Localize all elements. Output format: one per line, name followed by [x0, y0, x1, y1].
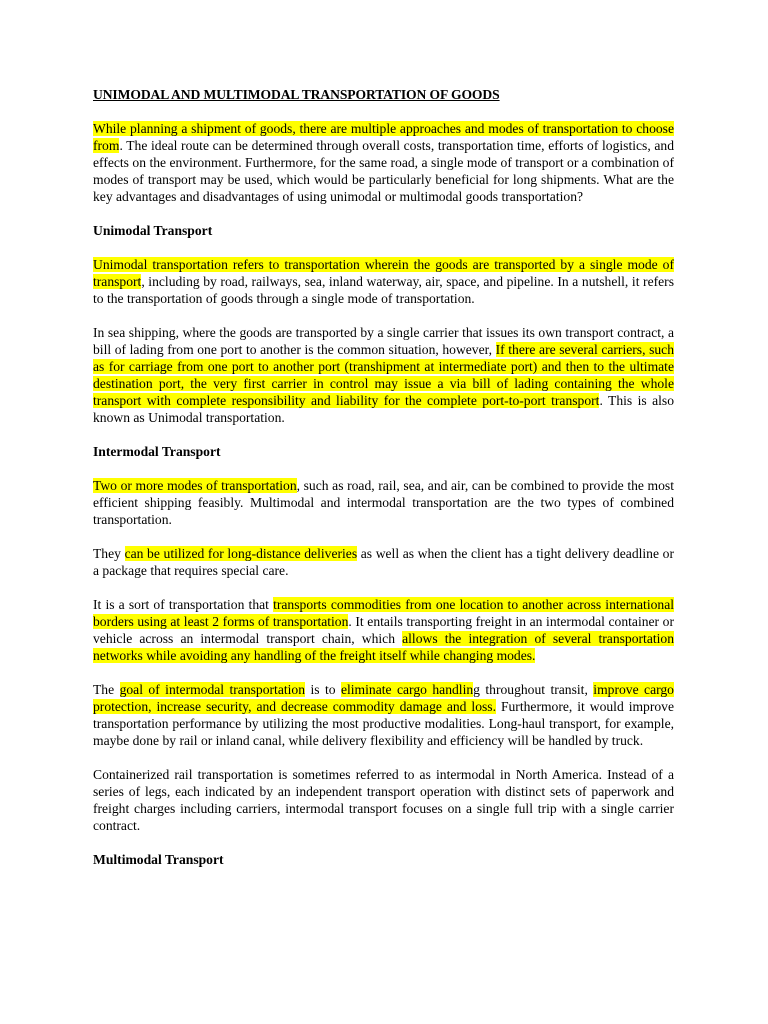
plain-text: g throughout transit, [473, 682, 594, 697]
intermodal-definition-paragraph [93, 477, 674, 528]
plain-text: They [93, 546, 125, 561]
heading-unimodal-transport: Unimodal Transport [93, 223, 213, 238]
highlighted-text: improve cargo protection, increase security, and decrease commodity damage and loss. [93, 682, 674, 714]
goal-paragraph [93, 681, 674, 749]
plain-text: , including by road, railways, sea, inland waterway, air, space, and pipeline. In a nutshell, it refers to the transportation of goods through a single mode of transportation. [93, 274, 674, 306]
plain-text: Furthermore, it would improve transportation performance by utilizing the most productive modalities. Long-haul transport, for example, maybe done by rail or inland canal, while delivery flexibility and efficiency will be handled by truck. [93, 699, 674, 748]
heading-multimodal-transport: Multimodal Transport [93, 852, 224, 867]
highlighted-text: goal of intermodal transportation [119, 682, 306, 697]
document-body [93, 86, 674, 885]
highlighted-text: transports commodities from one location to another across international borders using at least 2 forms of transportation [93, 597, 675, 629]
highlighted-text: If there are several carriers, such as for carriage from one port to another port (transhipment at intermediate port) and then to the ultimate destination port, the very first carrier in control may issue a via bill of lading containing the whole transport with complete responsibility and liability for the complete port-to-port transport [93, 342, 674, 408]
plain-text: Containerized rail transportation is sometimes referred to as intermodal in North America. Instead of a series of legs, each indicated by an independent transport operation with distinct sets of paperwork and freight charges including carriers, intermodal transport focuses on a single full trip with a single carrier contract. [93, 767, 674, 833]
plain-text: as well as when the client has a tight delivery deadline or a package that requires special care. [93, 546, 674, 578]
document-title: UNIMODAL AND MULTIMODAL TRANSPORTATION OF GOODS [93, 87, 500, 102]
sea-shipping-paragraph [93, 324, 674, 426]
plain-text: The [93, 682, 120, 697]
heading-intermodal-transport: Intermodal Transport [93, 444, 221, 459]
intro-paragraph [93, 120, 674, 205]
plain-text: . The ideal route can be determined through overall costs, transportation time, efforts of logistics, and effects on the environment. Furthermore, for the same road, a single mode of transport or a combination of modes of transport may be used, which would be particularly beneficial for long shipments. What are the key advantages and disadvantages of using unimodal or multimodal goods transportation? [93, 138, 674, 204]
long-distance-paragraph [93, 545, 674, 579]
unimodal-definition-paragraph [93, 256, 674, 307]
highlighted-text: Unimodal transportation refers to transportation wherein the goods are transported by a single mode of transport [93, 257, 674, 289]
containerized-rail-paragraph [93, 766, 674, 834]
plain-text: . This is also known as Unimodal transportation. [93, 393, 674, 425]
plain-text: In sea shipping, where the goods are transported by a single carrier that issues its own transport contract, a bill of lading from one port to another is the common situation, however, [93, 325, 674, 357]
plain-text: It is a sort of transportation that [93, 597, 274, 612]
plain-text: , such as road, rail, sea, and air, can be combined to provide the most efficient shipping feasibly. Multimodal and intermodal transportation are the two types of combined transportation. [93, 478, 674, 527]
plain-text: . It entails transporting freight in an intermodal container or vehicle across an intermodal transport chain, which [93, 614, 674, 646]
highlighted-text: can be utilized for long-distance deliveries [124, 546, 358, 561]
plain-text: is to [305, 682, 341, 697]
highlighted-text: allows the integration of several transportation networks while avoiding any handling of the freight itself while changing modes. [93, 631, 675, 663]
commodities-paragraph [93, 596, 674, 664]
highlighted-text: Two or more modes of transportation [93, 478, 297, 493]
highlighted-text: eliminate cargo handlin [340, 682, 474, 697]
highlighted-text: While planning a shipment of goods, there are multiple approaches and modes of transportation to choose from [93, 121, 674, 153]
